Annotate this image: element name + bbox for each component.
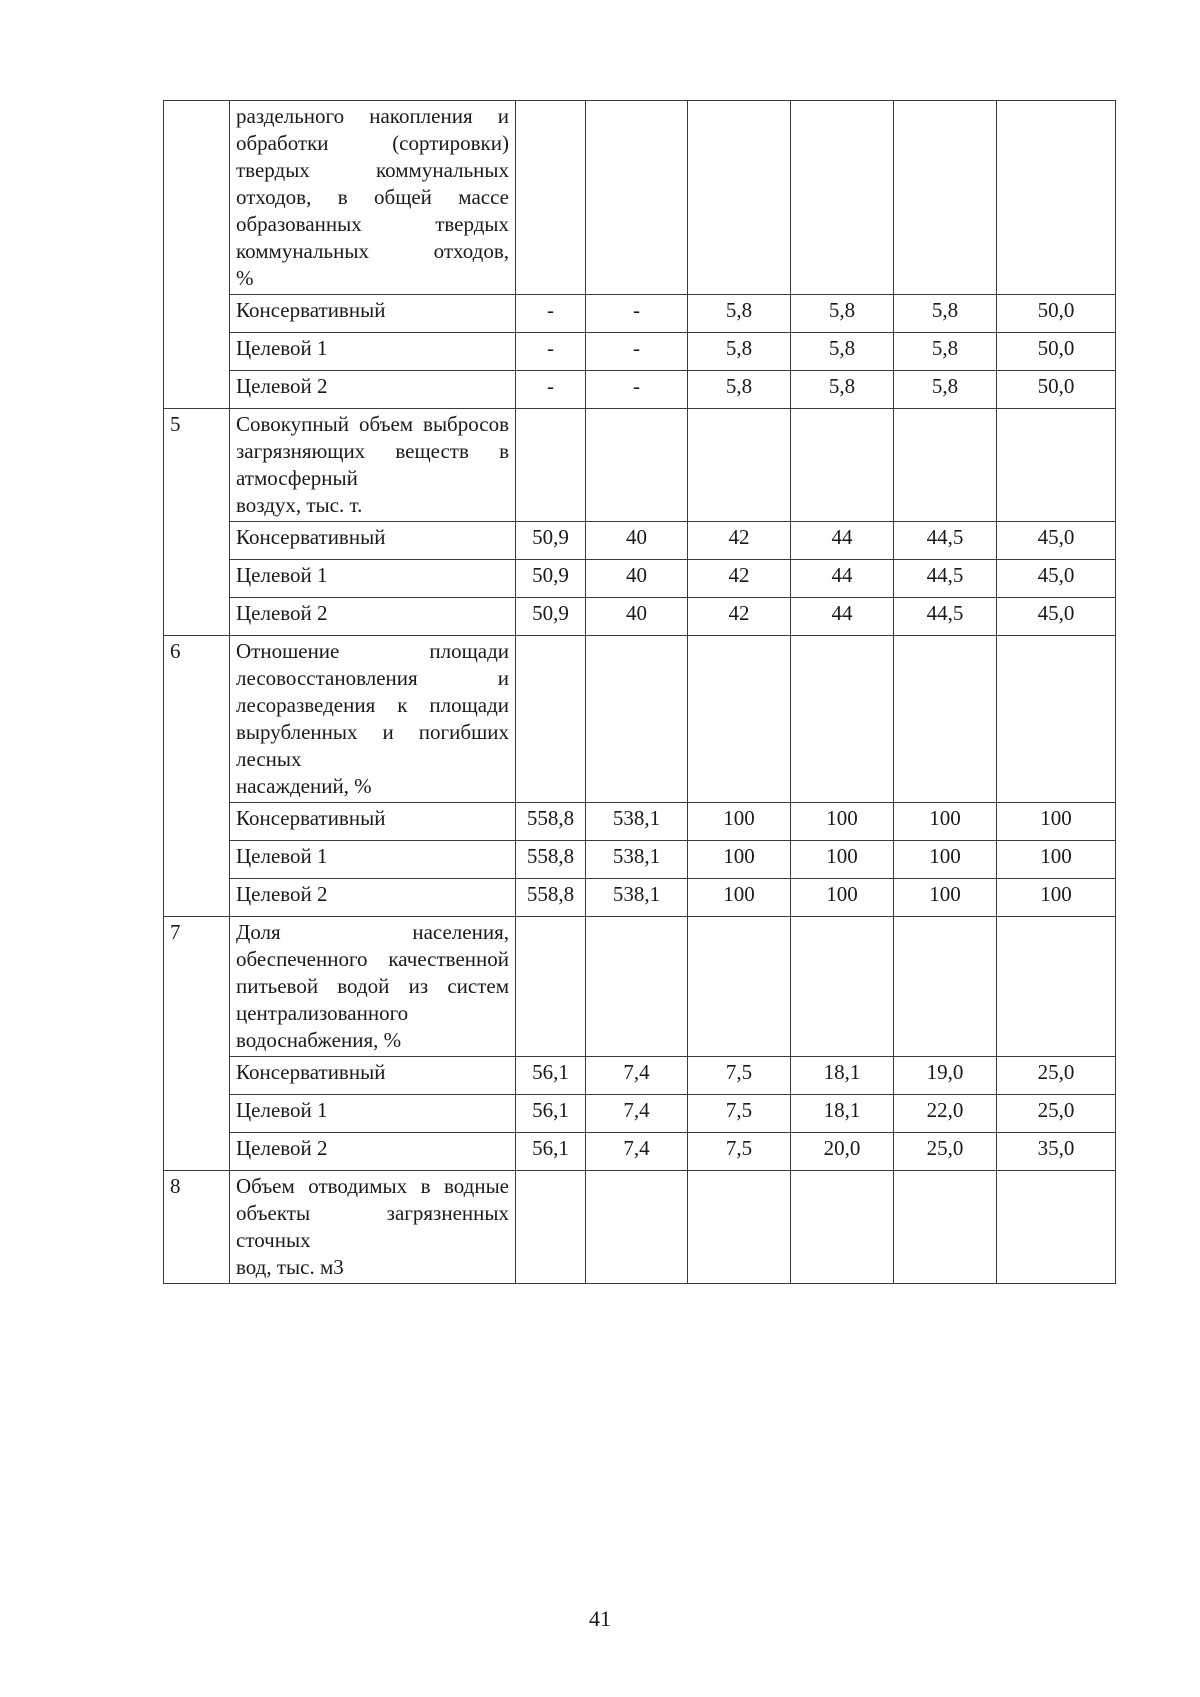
scenario-row <box>164 560 1116 598</box>
indicator-description-text: Доля населения, обеспеченного качественной питьевой водой из систем централизованного <box>236 920 509 1025</box>
value-cell: 100 <box>688 879 791 917</box>
empty-cell <box>894 917 997 1057</box>
value-cell: 44,5 <box>894 560 997 598</box>
scenario-row <box>164 295 1116 333</box>
value-cell: 42 <box>688 560 791 598</box>
indicator-description <box>230 917 516 1057</box>
scenario-label: Целевой 1 <box>230 333 516 371</box>
value-cell: 558,8 <box>516 841 586 879</box>
empty-cell <box>894 636 997 803</box>
value-cell: - <box>516 333 586 371</box>
indicator-description-text: Совокупный объем выбросов загрязняющих веществ в атмосферный <box>236 412 509 490</box>
value-cell: 7,4 <box>586 1133 688 1171</box>
section-header-row <box>164 101 1116 295</box>
value-cell: 25,0 <box>997 1057 1116 1095</box>
value-cell: 42 <box>688 598 791 636</box>
scenario-row <box>164 879 1116 917</box>
indicator-description <box>230 409 516 522</box>
scenario-label: Целевой 2 <box>230 371 516 409</box>
scenario-row <box>164 598 1116 636</box>
indicator-description-last-line: водоснабжения, % <box>236 1028 402 1052</box>
scenario-label: Консервативный <box>230 803 516 841</box>
empty-cell <box>997 101 1116 295</box>
empty-cell <box>586 636 688 803</box>
value-cell: 45,0 <box>997 560 1116 598</box>
value-cell: 538,1 <box>586 879 688 917</box>
empty-cell <box>791 1171 894 1284</box>
section-number: 8 <box>164 1171 230 1284</box>
section-header-row <box>164 636 1116 803</box>
value-cell: 5,8 <box>894 295 997 333</box>
table-body <box>164 101 1116 1284</box>
section-number: 6 <box>164 636 230 917</box>
value-cell: 7,5 <box>688 1057 791 1095</box>
empty-cell <box>997 409 1116 522</box>
empty-cell <box>894 409 997 522</box>
section-number <box>164 101 230 409</box>
value-cell: 5,8 <box>894 333 997 371</box>
value-cell: 22,0 <box>894 1095 997 1133</box>
scenario-label: Целевой 2 <box>230 598 516 636</box>
empty-cell <box>688 409 791 522</box>
scenario-label: Целевой 1 <box>230 841 516 879</box>
value-cell: 7,4 <box>586 1095 688 1133</box>
scenario-row <box>164 522 1116 560</box>
value-cell: 40 <box>586 522 688 560</box>
value-cell: 100 <box>997 803 1116 841</box>
value-cell: - <box>586 333 688 371</box>
value-cell: 45,0 <box>997 598 1116 636</box>
value-cell: 25,0 <box>997 1095 1116 1133</box>
value-cell: 44 <box>791 560 894 598</box>
value-cell: 44,5 <box>894 522 997 560</box>
scenario-label: Целевой 2 <box>230 879 516 917</box>
value-cell: 35,0 <box>997 1133 1116 1171</box>
value-cell: 44 <box>791 522 894 560</box>
value-cell: 558,8 <box>516 879 586 917</box>
empty-cell <box>586 917 688 1057</box>
indicator-description <box>230 1171 516 1284</box>
value-cell: 100 <box>688 803 791 841</box>
value-cell: 5,8 <box>688 333 791 371</box>
value-cell: 100 <box>894 841 997 879</box>
scenario-row <box>164 1095 1116 1133</box>
empty-cell <box>586 1171 688 1284</box>
indicator-description <box>230 101 516 295</box>
empty-cell <box>997 1171 1116 1284</box>
scenario-row <box>164 1057 1116 1095</box>
page-number: 41 <box>589 1606 611 1631</box>
empty-cell <box>516 917 586 1057</box>
scenario-row <box>164 841 1116 879</box>
empty-cell <box>791 917 894 1057</box>
indicator-description-text: раздельного накопления и обработки (сортировки) твердых коммунальных отходов, в общей массе образованных твердых коммунальных отходов, <box>236 104 509 263</box>
value-cell: 558,8 <box>516 803 586 841</box>
value-cell: 7,5 <box>688 1095 791 1133</box>
scenario-label: Целевой 1 <box>230 1095 516 1133</box>
value-cell: 19,0 <box>894 1057 997 1095</box>
empty-cell <box>688 636 791 803</box>
value-cell: 18,1 <box>791 1095 894 1133</box>
empty-cell <box>586 409 688 522</box>
value-cell: 5,8 <box>791 295 894 333</box>
scenario-row <box>164 333 1116 371</box>
scenario-label: Консервативный <box>230 295 516 333</box>
value-cell: 18,1 <box>791 1057 894 1095</box>
section-header-row <box>164 917 1116 1057</box>
scenario-row <box>164 803 1116 841</box>
value-cell: 56,1 <box>516 1057 586 1095</box>
value-cell: 25,0 <box>894 1133 997 1171</box>
empty-cell <box>688 101 791 295</box>
empty-cell <box>516 409 586 522</box>
value-cell: 100 <box>791 879 894 917</box>
value-cell: 50,0 <box>997 333 1116 371</box>
value-cell: 7,4 <box>586 1057 688 1095</box>
section-header-row <box>164 1171 1116 1284</box>
value-cell: 50,9 <box>516 522 586 560</box>
value-cell: 50,0 <box>997 295 1116 333</box>
section-number: 7 <box>164 917 230 1171</box>
value-cell: 44 <box>791 598 894 636</box>
empty-cell <box>997 917 1116 1057</box>
empty-cell <box>688 917 791 1057</box>
value-cell: 100 <box>688 841 791 879</box>
value-cell: 5,8 <box>791 371 894 409</box>
value-cell: 7,5 <box>688 1133 791 1171</box>
value-cell: 100 <box>894 803 997 841</box>
empty-cell <box>791 101 894 295</box>
value-cell: 100 <box>894 879 997 917</box>
value-cell: 56,1 <box>516 1095 586 1133</box>
value-cell: 100 <box>791 841 894 879</box>
scenario-row <box>164 371 1116 409</box>
indicator-description-text: Отношение площади лесовосстановления и лесоразведения к площади вырубленных и погибших лесных <box>236 639 509 771</box>
empty-cell <box>516 1171 586 1284</box>
indicator-description-last-line: % <box>236 266 254 290</box>
indicators-table <box>163 100 1116 1284</box>
empty-cell <box>997 636 1116 803</box>
value-cell: 42 <box>688 522 791 560</box>
indicator-description-text: Объем отводимых в водные объекты загрязненных сточных <box>236 1174 509 1252</box>
section-number: 5 <box>164 409 230 636</box>
indicator-description <box>230 636 516 803</box>
value-cell: 100 <box>997 879 1116 917</box>
value-cell: 56,1 <box>516 1133 586 1171</box>
value-cell: 20,0 <box>791 1133 894 1171</box>
empty-cell <box>688 1171 791 1284</box>
value-cell: - <box>586 371 688 409</box>
value-cell: 538,1 <box>586 841 688 879</box>
value-cell: 44,5 <box>894 598 997 636</box>
empty-cell <box>586 101 688 295</box>
indicator-description-last-line: насаждений, % <box>236 774 372 798</box>
indicator-description-last-line: вод, тыс. м3 <box>236 1255 344 1279</box>
empty-cell <box>791 636 894 803</box>
scenario-label: Консервативный <box>230 522 516 560</box>
value-cell: 5,8 <box>688 295 791 333</box>
value-cell: 100 <box>791 803 894 841</box>
value-cell: - <box>516 371 586 409</box>
empty-cell <box>894 1171 997 1284</box>
value-cell: 5,8 <box>894 371 997 409</box>
value-cell: 5,8 <box>791 333 894 371</box>
empty-cell <box>791 409 894 522</box>
empty-cell <box>894 101 997 295</box>
empty-cell <box>516 636 586 803</box>
empty-cell <box>516 101 586 295</box>
value-cell: 40 <box>586 598 688 636</box>
value-cell: 538,1 <box>586 803 688 841</box>
value-cell: - <box>586 295 688 333</box>
value-cell: 45,0 <box>997 522 1116 560</box>
value-cell: 100 <box>997 841 1116 879</box>
scenario-label: Целевой 2 <box>230 1133 516 1171</box>
value-cell: - <box>516 295 586 333</box>
value-cell: 50,0 <box>997 371 1116 409</box>
value-cell: 5,8 <box>688 371 791 409</box>
section-header-row <box>164 409 1116 522</box>
value-cell: 50,9 <box>516 560 586 598</box>
value-cell: 40 <box>586 560 688 598</box>
indicator-description-last-line: воздух, тыс. т. <box>236 493 363 517</box>
scenario-row <box>164 1133 1116 1171</box>
scenario-label: Консервативный <box>230 1057 516 1095</box>
value-cell: 50,9 <box>516 598 586 636</box>
scenario-label: Целевой 1 <box>230 560 516 598</box>
